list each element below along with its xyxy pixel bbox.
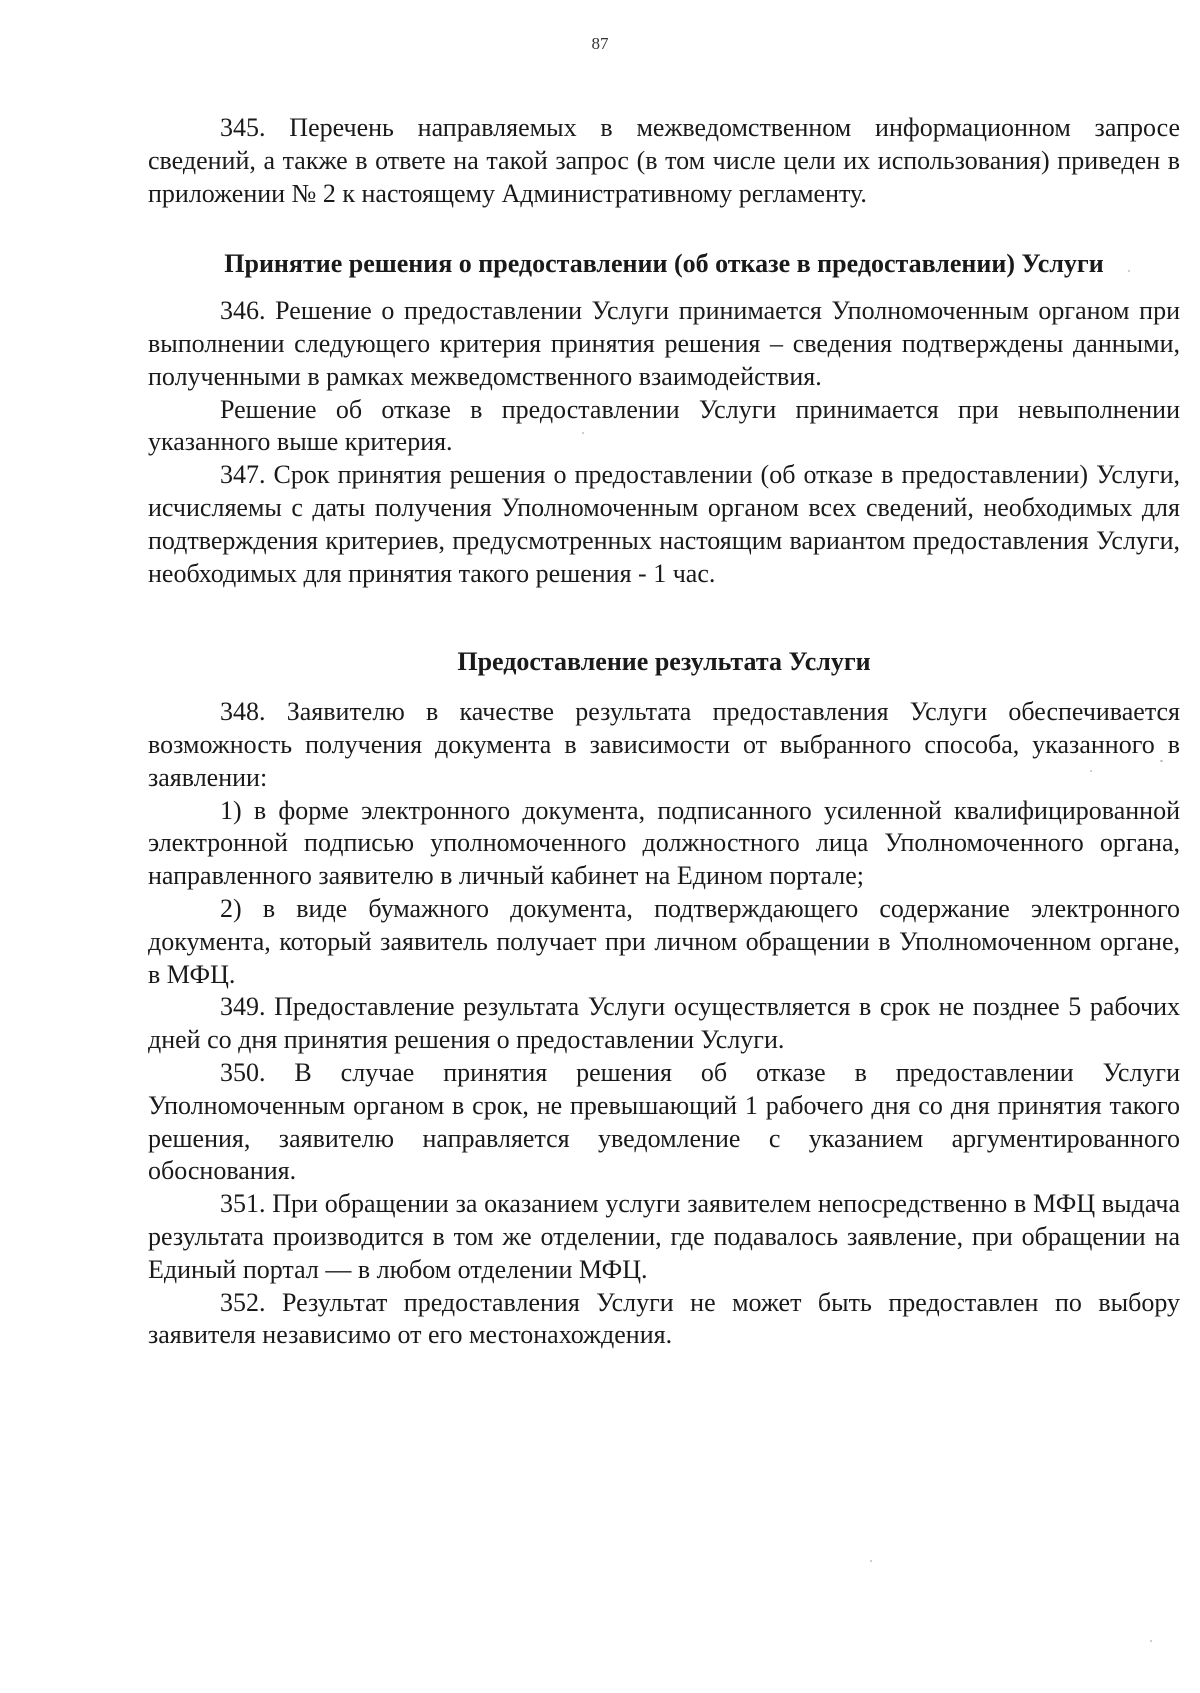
paragraph-349: 349. Предоставление результата Услуги осуществляется в срок не позднее 5 рабочих дней со дня принятия решения о предоставлении Услуги. bbox=[148, 992, 1180, 1055]
paragraph-347: 347. Срок принятия решения о предоставлении (об отказе в предоставлении) Услуги, исчисляемы с даты получения Уполномоченным органом всех сведений, необходимых для подтверждения критериев, предусмотренных настоящим вариантом предоставления Услуги, необходимых для принятия такого решения - 1 час. bbox=[148, 460, 1180, 588]
scan-speck bbox=[870, 1560, 872, 1562]
paragraph-351: 351. При обращении за оказанием услуги заявителем непосредственно в МФЦ выдача результата производится в том же отделении, где подавалось заявление, при обращении на Единый портал — в любом отделении МФЦ. bbox=[148, 1189, 1180, 1284]
scan-speck bbox=[1150, 1640, 1152, 1642]
paragraph-352: 352. Результат предоставления Услуги не может быть предоставлен по выбору заявителя независимо от его местонахождения. bbox=[148, 1287, 1180, 1350]
paragraph-345: 345. Перечень направляемых в межведомственном информационном запросе сведений, а также в ответе на такой запрос (в том числе цели их использования) приведен в приложении № 2 к настоящему Административному регламенту. bbox=[148, 113, 1180, 208]
page-number: 87 bbox=[591, 34, 609, 53]
paragraph-348-item-1: 1) в форме электронного документа, подписанного усиленной квалифицированной электронной подписью уполномоченного должностного лица Уполномоченного органа, направленного заявителю в личный кабинет на Едином портале; bbox=[148, 795, 1180, 891]
document-body bbox=[148, 112, 1180, 1352]
scan-speck bbox=[1128, 270, 1130, 272]
section-heading-decision: Принятие решения о предоставлении (об отказе в предоставлении) Услуги bbox=[224, 249, 1104, 279]
paragraph-348: 348. Заявителю в качестве результата предоставления Услуги обеспечивается возможность получения документа в зависимости от выбранного способа, указанного в заявлении: bbox=[148, 697, 1180, 792]
scan-speck bbox=[582, 432, 584, 434]
paragraph-346-refusal: Решение об отказе в предоставлении Услуги принимается при невыполнении указанного выше критерия. bbox=[148, 394, 1180, 457]
paragraph-350: 350. В случае принятия решения об отказе в предоставлении Услуги Уполномоченным органом в срок, не превышающий 1 рабочего дня со дня принятия такого решения, заявителю направляется уведомление с указанием аргументированного обоснования. bbox=[148, 1057, 1180, 1186]
paragraph-348-item-2: 2) в виде бумажного документа, подтверждающего содержание электронного документа, который заявитель получает при личном обращении в Уполномоченном органе, в МФЦ. bbox=[148, 893, 1180, 989]
scan-speck bbox=[1090, 770, 1092, 772]
paragraph-346: 346. Решение о предоставлении Услуги принимается Уполномоченным органом при выполнении следующего критерия принятия решения – сведения подтверждены данными, полученными в рамках межведомственного взаимодействия. bbox=[148, 296, 1180, 391]
scan-speck bbox=[1160, 760, 1163, 762]
section-heading-result: Предоставление результата Услуги bbox=[457, 647, 871, 677]
